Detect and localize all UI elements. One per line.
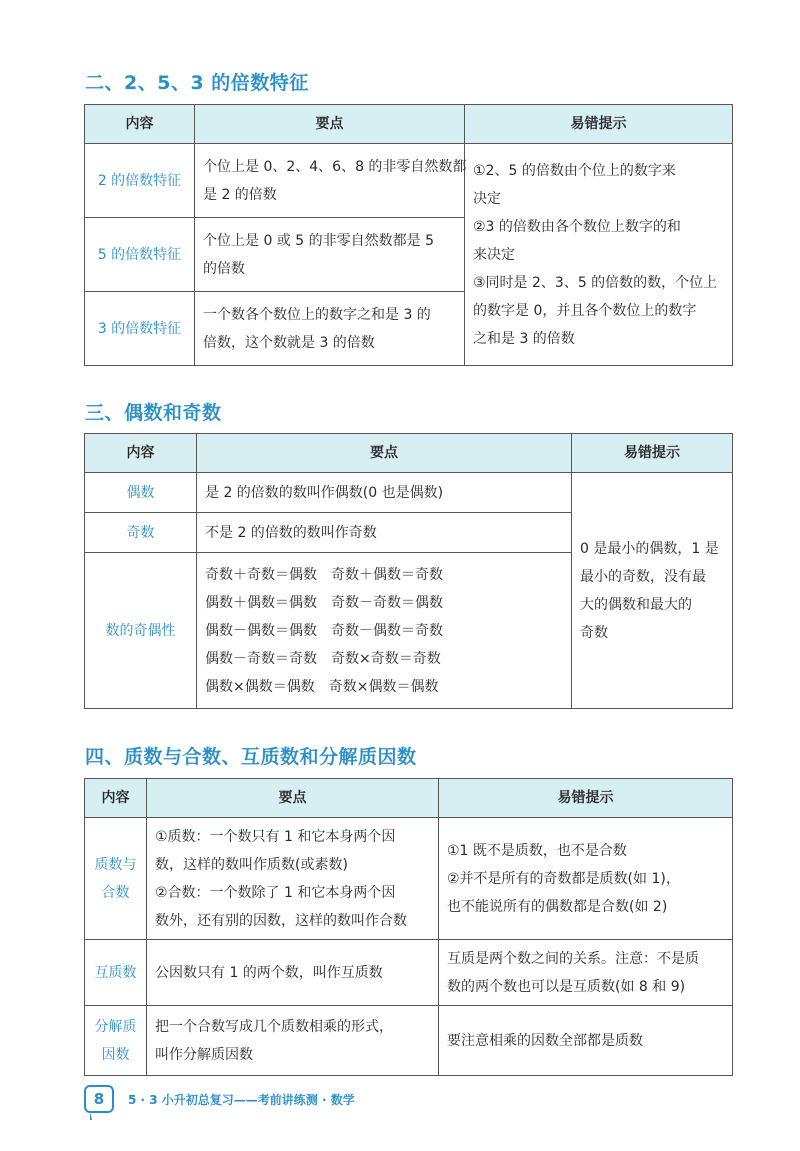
text-line: 奇数＋奇数＝偶数 奇数＋偶数＝奇数 xyxy=(205,566,443,583)
text-line: 偶数－偶数＝偶数 奇数－偶数＝奇数 xyxy=(205,622,443,639)
row-name xyxy=(85,1006,147,1076)
text-line: 个位上是 0、2、4、6、8 的非零自然数都 xyxy=(203,158,467,175)
page-number: 8 xyxy=(84,1085,114,1113)
text-line: ①2、5 的倍数由个位上的数字来 xyxy=(473,162,676,179)
text-line: 偶数×偶数＝偶数 奇数×偶数＝偶数 xyxy=(205,678,439,695)
section-title-2: 二、2、5、3 的倍数特征 xyxy=(85,72,309,94)
text-line: 奇数 xyxy=(580,624,608,641)
text-line: ③同时是 2、3、5 的倍数的数，个位上 xyxy=(473,274,718,291)
table-row xyxy=(85,473,733,513)
table-header-row xyxy=(85,779,733,818)
text-line: 一个数各个数位上的数字之和是 3 的 xyxy=(203,306,431,323)
row-point xyxy=(147,1006,439,1076)
table-even-odd xyxy=(84,433,733,709)
row-tip xyxy=(465,144,733,366)
text-line: 要注意相乘的因数全部都是质数 xyxy=(447,1032,643,1049)
header-key-points: 要点 xyxy=(197,434,572,473)
table-header-row xyxy=(85,105,733,144)
text-line: 是 2 的倍数 xyxy=(203,186,277,203)
text-line: ②3 的倍数由各个数位上数字的和 xyxy=(473,218,681,235)
row-tip xyxy=(439,1006,733,1076)
row-tip xyxy=(439,940,733,1006)
row-point xyxy=(195,144,465,218)
header-key-points: 要点 xyxy=(195,105,465,144)
text-line: 偶数＋偶数＝偶数 奇数－奇数＝偶数 xyxy=(205,594,443,611)
table-row xyxy=(85,940,733,1006)
text-line: 不是 2 的倍数的数叫作奇数 xyxy=(205,524,377,541)
text-line: 大的偶数和最大的 xyxy=(580,596,692,613)
text-line: 偶数－奇数＝奇数 奇数×奇数＝奇数 xyxy=(205,650,441,667)
table-row xyxy=(85,818,733,940)
text-line: 数外，还有别的因数，这样的数叫作合数 xyxy=(155,912,407,929)
text-line: 来决定 xyxy=(473,246,515,263)
section-title-4: 四、质数与合数、互质数和分解质因数 xyxy=(85,746,417,768)
row-name: 5 的倍数特征 xyxy=(85,218,195,292)
text-line: 因数 xyxy=(101,1046,130,1063)
row-name xyxy=(85,940,147,1006)
row-name xyxy=(85,818,147,940)
text-line: 的倍数 xyxy=(203,260,245,277)
row-name: 数的奇偶性 xyxy=(85,553,197,709)
row-tip xyxy=(572,473,733,709)
row-point xyxy=(195,218,465,292)
text-line: 互质是两个数之间的关系。注意：不是质 xyxy=(447,950,699,967)
table-multiples xyxy=(84,104,733,366)
text-line: 之和是 3 的倍数 xyxy=(473,330,575,347)
table-row xyxy=(85,1006,733,1076)
header-tips: 易错提示 xyxy=(439,779,733,818)
text-line: 倍数，这个数就是 3 的倍数 xyxy=(203,334,375,351)
section-title-3: 三、偶数和奇数 xyxy=(85,402,222,424)
text-line: 个位上是 0 或 5 的非零自然数都是 5 xyxy=(203,232,434,249)
row-name: 偶数 xyxy=(85,473,197,513)
text-line: 0 是最小的偶数，1 是 xyxy=(580,540,719,557)
table-header-row xyxy=(85,434,733,473)
text-line: 的数字是 0，并且各个数位上的数字 xyxy=(473,302,697,319)
row-point xyxy=(147,818,439,940)
text-line: 也不能说所有的偶数都是合数(如 2) xyxy=(447,898,668,915)
text-line: 互质数 xyxy=(94,964,137,981)
text-line: ②合数：一个数除了 1 和它本身两个因 xyxy=(155,884,396,901)
text-line: ①1 既不是质数，也不是合数 xyxy=(447,842,627,859)
text-line: 数的两个数也可以是互质数(如 8 和 9) xyxy=(447,978,686,995)
text-line: 把一个合数写成几个质数相乘的形式， xyxy=(155,1018,393,1035)
text-line: 分解质 xyxy=(94,1018,137,1035)
row-point xyxy=(195,292,465,366)
header-tips: 易错提示 xyxy=(465,105,733,144)
table-primes xyxy=(84,778,733,1076)
text-line: 合数 xyxy=(101,884,130,901)
page-footer xyxy=(84,1085,355,1113)
text-line: ①质数：一个数只有 1 和它本身两个因 xyxy=(155,828,396,845)
row-name: 2 的倍数特征 xyxy=(85,144,195,218)
row-name: 奇数 xyxy=(85,513,197,553)
text-line: 质数与 xyxy=(94,856,137,873)
row-point xyxy=(147,940,439,1006)
row-name: 3 的倍数特征 xyxy=(85,292,195,366)
header-content: 内容 xyxy=(85,105,195,144)
text-line: 是 2 的倍数的数叫作偶数(0 也是偶数) xyxy=(205,484,444,501)
text-line: 决定 xyxy=(473,190,501,207)
book-title: 5 · 3 小升初总复习——考前讲练测 · 数学 xyxy=(128,1092,355,1107)
row-tip xyxy=(439,818,733,940)
header-key-points: 要点 xyxy=(147,779,439,818)
text-line: ②并不是所有的奇数都是质数(如 1)， xyxy=(447,870,680,887)
row-point xyxy=(197,513,572,553)
table-row xyxy=(85,144,733,218)
text-line: 公因数只有 1 的两个数，叫作互质数 xyxy=(155,964,383,981)
text-line: 叫作分解质因数 xyxy=(155,1046,253,1063)
header-content: 内容 xyxy=(85,434,197,473)
header-tips: 易错提示 xyxy=(572,434,733,473)
text-line: 数，这样的数叫作质数(或素数) xyxy=(155,856,348,873)
row-point xyxy=(197,473,572,513)
row-point xyxy=(197,553,572,709)
text-line: 最小的奇数，没有最 xyxy=(580,568,706,585)
header-content: 内容 xyxy=(85,779,147,818)
